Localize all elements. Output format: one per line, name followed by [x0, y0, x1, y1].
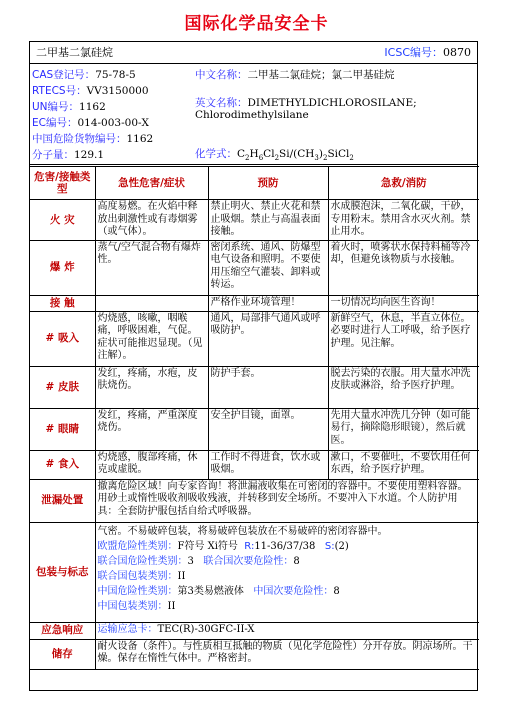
un-number: UN编号：1162 — [32, 101, 106, 113]
china-packing-group: 中国包装类别：II — [97, 600, 176, 612]
table-row-packaging: 包装与标志 气密。不易破碎包装，将易破碎包装放在不易破碎的密闭容器中。 欧盟危险性类别：F符号 Xi符号 R:11-36/37/38 S:(2) 联合国危险性类别：3 联合国次要危险性：8 联合国包装类别：II 中国危险性类别：第3类易燃液体 中国次要危险性：8 中国包装类别：II — [30, 522, 479, 622]
table-row-inhalation: # 吸入 灼烧感，咳嗽，咽喉痛，呼吸困难，气促。症状可能推迟显现。（见注解）。 通风，局部排气通风或呼吸防护。 新鲜空气，休息，半直立体位。必要时进行人工呼吸，给予医疗护理。见注解。 — [30, 311, 479, 366]
molecular-weight: 分子量：129.1 — [32, 149, 105, 161]
card-header — [30, 42, 477, 64]
table-row-emergency: 应急响应 运输应急卡：TEC(R)-30GFC-II-X — [30, 622, 479, 639]
rtecs-number: RTECS号：VV3150000 — [32, 85, 149, 97]
header-type: 危害/接触类型 — [30, 167, 95, 200]
header-first-aid: 急救/消防 — [328, 167, 479, 200]
header-hazard: 急性危害/症状 — [95, 167, 208, 200]
chemical-formula: 化学式：$C_2H_6Cl_2Si/(CH_3)_2SiCl_2$ — [195, 148, 354, 163]
ec-number: EC编号：014-003-00-X — [32, 117, 150, 129]
china-dangerous-goods-number: 中国危险货物编号：1162 — [32, 133, 154, 145]
table-row-eyes: # 眼睛 发红，疼痛，严重深度烧伤。 安全护目镜，面罩。 先用大量水冲洗几分钟（如可能易行，摘除隐形眼镜），然后就医。 — [30, 408, 479, 450]
identifiers-section — [30, 63, 477, 165]
cas-number: CAS登记号：75-78-5 — [32, 69, 136, 81]
table-row-ingestion: # 食入 灼烧感，腹部疼痛，休克或虚脱。 工作时不得进食，饮水或吸烟。 漱口，不要催吐，不要饮用任何东西，给予医疗护理。 — [30, 450, 479, 479]
chinese-name: 中文名称：二甲基二氯硅烷；氯二甲基硅烷 — [195, 69, 395, 81]
chemical-name: 二甲基二氯硅烷 — [36, 46, 113, 59]
table-row-fire: 火 灾 高度易燃。在火焰中释放出刺激性或有毒烟雾（或气体）。 禁止明火、禁止火花和禁止吸烟。禁止与高温表面接触。 水成膜泡沫，二氧化碳，干砂，专用粉末。禁用含水灭火剂。禁止用水。 — [30, 200, 479, 241]
table-row-contact: 接 触 严格作业环境管理！ 一切情况均向医生咨询！ — [30, 295, 479, 311]
table-row-explosion: 爆 炸 蒸气/空气混合物有爆炸性。 密闭系统、通风、防爆型电气设备和照明。不要使用压缩空气灌装、卸料或转运。 着火时，喷雾状水保持料桶等冷却，但避免该物质与水接触。 — [30, 240, 479, 295]
hazard-table — [30, 166, 479, 670]
safety-card — [29, 41, 478, 691]
table-row-leak: 泄漏处置 撤离危险区域！向专家咨询！将泄漏液收集在可密闭的容器中。不要使用塑料容器。用砂土或惰性吸收剂吸收残液，并转移到安全场所。不要冲入下水道。个人防护用具：全套防护服包括自给式呼吸器。 — [30, 479, 479, 522]
un-classification: 联合国危险性类别：3 联合国次要危险性：8 — [97, 555, 300, 567]
header-prevention: 预防 — [208, 167, 328, 200]
packaging-content: 气密。不易破碎包装，将易破碎包装放在不易破碎的密闭容器中。 欧盟危险性类别：F符号 Xi符号 R:11-36/37/38 S:(2) 联合国危险性类别：3 联合国次要危险性：8 联合国包装类别：II 中国危险性类别：第3类易燃液体 中国次要危险性：8 中国包装类别：II — [95, 522, 479, 622]
english-name-2: Chlorodimethylsilane — [195, 109, 309, 121]
table-row-storage: 储存 耐火设备（条件）。与性质相互抵触的物质（见化学危险性）分开存放。阴凉场所。干燥。保存在惰性气体中。严格密封。 — [30, 639, 479, 669]
icsc-number: ICSC编号：0870 — [384, 46, 471, 59]
table-header-row — [30, 167, 479, 200]
un-packing-group: 联合国包装类别：II — [97, 570, 186, 582]
english-name: 英文名称：DIMETHYLDICHLOROSILANE; — [195, 97, 417, 109]
card-title: 国际化学品安全卡 — [184, 14, 329, 34]
eu-classification: 欧盟危险性类别：F符号 Xi符号 R:11-36/37/38 S:(2) — [97, 540, 349, 552]
china-classification: 中国危险性类别：第3类易燃液体 中国次要危险性：8 — [97, 585, 340, 597]
table-row-skin: # 皮肤 发红，疼痛，水疱，皮肤烧伤。 防护手套。 脱去污染的衣服。用大量水冲洗皮肤或淋浴，给予医疗护理。 — [30, 366, 479, 408]
